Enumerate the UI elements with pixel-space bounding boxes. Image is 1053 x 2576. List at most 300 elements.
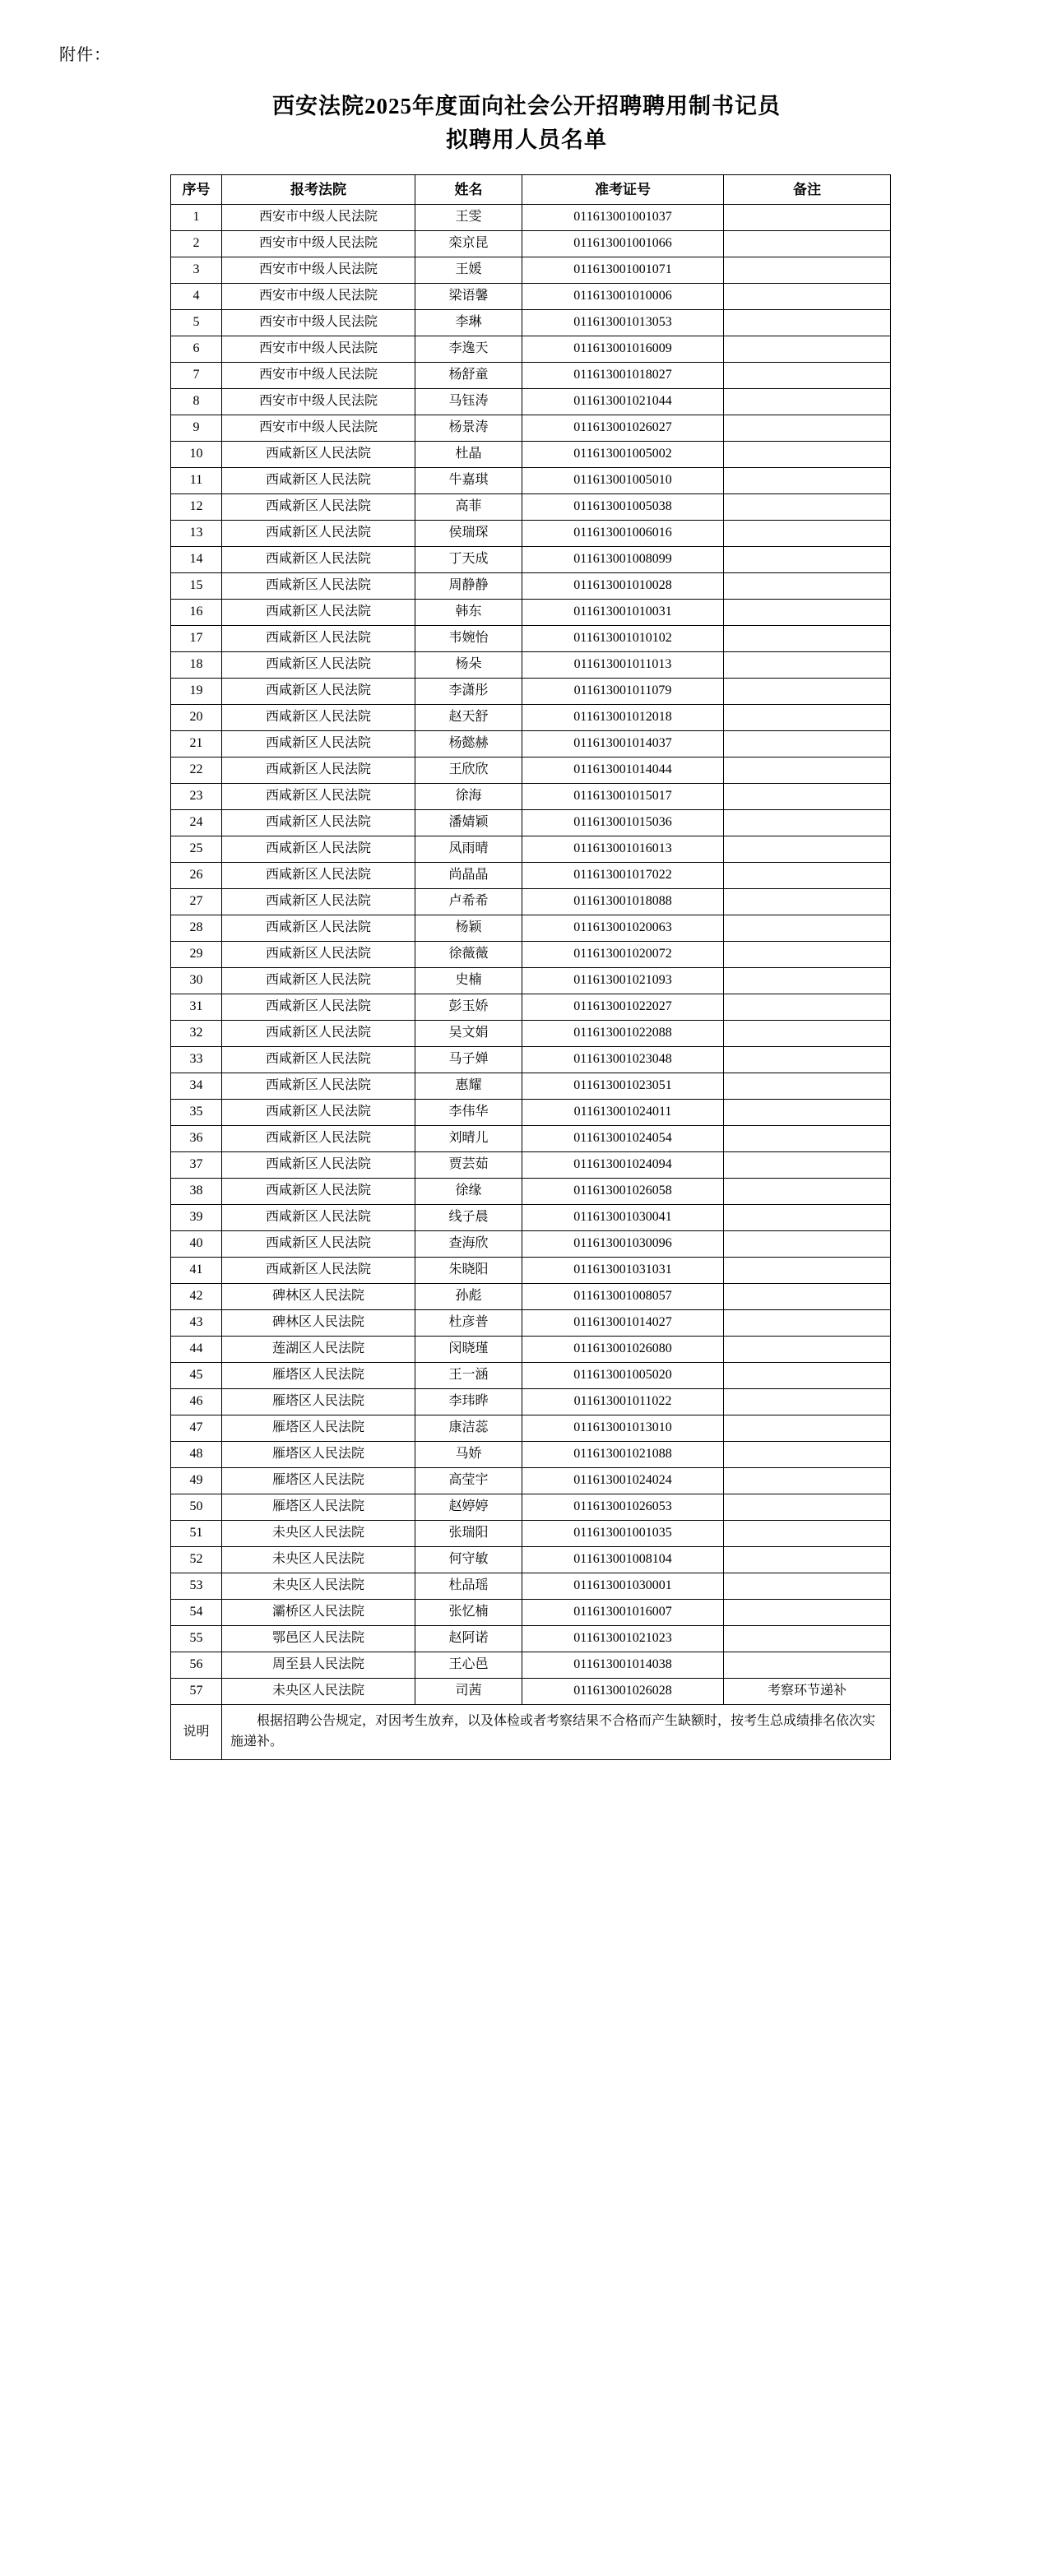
row-court: 西咸新区人民法院 [222,863,415,889]
row-court: 西安市中级人民法院 [222,257,415,284]
row-index: 4 [171,284,222,310]
row-index: 22 [171,758,222,784]
row-ticket: 011613001001037 [522,205,724,231]
row-ticket: 011613001016007 [522,1600,724,1626]
row-index: 10 [171,442,222,468]
row-name: 孙彪 [415,1284,522,1310]
row-name: 王媛 [415,257,522,284]
table-row [171,915,891,942]
row-ticket: 011613001015017 [522,784,724,810]
row-court: 西咸新区人民法院 [222,942,415,968]
row-index: 43 [171,1310,222,1337]
row-name: 韩东 [415,600,522,626]
row-name: 朱晓阳 [415,1258,522,1284]
row-note [724,547,891,573]
table-row [171,468,891,494]
row-name: 贾芸茹 [415,1152,522,1179]
row-ticket: 011613001030001 [522,1573,724,1600]
row-ticket: 011613001014037 [522,731,724,758]
row-name: 赵婷婷 [415,1494,522,1521]
row-note [724,494,891,521]
table-row [171,994,891,1021]
row-ticket: 011613001008057 [522,1284,724,1310]
row-court: 西安市中级人民法院 [222,310,415,336]
row-court: 西咸新区人民法院 [222,1231,415,1258]
row-ticket: 011613001011022 [522,1389,724,1415]
row-note [724,1179,891,1205]
row-index: 27 [171,889,222,915]
row-index: 21 [171,731,222,758]
row-name: 杜品瑶 [415,1573,522,1600]
row-name: 杨颖 [415,915,522,942]
table-header-row [171,175,891,205]
row-ticket: 011613001030041 [522,1205,724,1231]
table-row [171,705,891,731]
row-index: 2 [171,231,222,257]
row-note [724,257,891,284]
row-ticket: 011613001023048 [522,1047,724,1073]
row-name: 康洁蕊 [415,1415,522,1442]
row-note [724,1258,891,1284]
table-row [171,1626,891,1652]
row-ticket: 011613001010031 [522,600,724,626]
row-index: 12 [171,494,222,521]
row-index: 56 [171,1652,222,1679]
row-court: 西咸新区人民法院 [222,494,415,521]
table-row [171,758,891,784]
row-court: 西安市中级人民法院 [222,389,415,415]
table-row [171,1679,891,1705]
table-row [171,863,891,889]
row-court: 西安市中级人民法院 [222,284,415,310]
row-ticket: 011613001026027 [522,415,724,442]
row-index: 44 [171,1337,222,1363]
row-name: 闵晓瑾 [415,1337,522,1363]
row-index: 13 [171,521,222,547]
row-court: 西咸新区人民法院 [222,652,415,679]
row-court: 西咸新区人民法院 [222,679,415,705]
row-name: 杨景涛 [415,415,522,442]
table-row [171,1573,891,1600]
row-index: 40 [171,1231,222,1258]
row-ticket: 011613001015036 [522,810,724,836]
column-header-name: 姓名 [415,175,522,205]
row-court: 西咸新区人民法院 [222,521,415,547]
row-index: 38 [171,1179,222,1205]
row-name: 赵天舒 [415,705,522,731]
row-name: 司茜 [415,1679,522,1705]
row-name: 吴文娟 [415,1021,522,1047]
row-ticket: 011613001008104 [522,1547,724,1573]
row-name: 周静静 [415,573,522,600]
row-name: 张瑞阳 [415,1521,522,1547]
footnote-text: 根据招聘公告规定，对因考生放弃，以及体检或者考察结果不合格而产生缺额时，按考生总成绩排名依次实施递补。 [222,1705,891,1760]
table-row [171,1021,891,1047]
row-ticket: 011613001005020 [522,1363,724,1389]
table-row [171,1389,891,1415]
row-index: 19 [171,679,222,705]
table-row [171,600,891,626]
table-row [171,1521,891,1547]
row-name: 马子婵 [415,1047,522,1073]
table-row [171,1205,891,1231]
row-note [724,231,891,257]
row-note [724,1284,891,1310]
row-ticket: 011613001021044 [522,389,724,415]
row-note [724,1521,891,1547]
row-index: 26 [171,863,222,889]
row-note [724,705,891,731]
row-court: 未央区人民法院 [222,1547,415,1573]
row-name: 徐薇薇 [415,942,522,968]
row-note [724,1205,891,1231]
row-court: 西咸新区人民法院 [222,1021,415,1047]
row-name: 侯瑞琛 [415,521,522,547]
table-row [171,257,891,284]
row-ticket: 011613001031031 [522,1258,724,1284]
row-index: 29 [171,942,222,968]
row-index: 20 [171,705,222,731]
row-name: 王一涵 [415,1363,522,1389]
row-index: 50 [171,1494,222,1521]
row-court: 西咸新区人民法院 [222,1152,415,1179]
row-name: 杨舒童 [415,363,522,389]
row-ticket: 011613001017022 [522,863,724,889]
row-ticket: 011613001005002 [522,442,724,468]
row-court: 西安市中级人民法院 [222,415,415,442]
row-note [724,1310,891,1337]
row-court: 雁塔区人民法院 [222,1442,415,1468]
row-name: 查海欣 [415,1231,522,1258]
row-ticket: 011613001010102 [522,626,724,652]
row-court: 西咸新区人民法院 [222,1205,415,1231]
row-name: 王雯 [415,205,522,231]
row-index: 35 [171,1100,222,1126]
row-court: 雁塔区人民法院 [222,1415,415,1442]
page-title-line-2: 拟聘用人员名单 [446,127,607,152]
table-body [171,205,891,1705]
table-row [171,363,891,389]
table-row [171,1152,891,1179]
row-note [724,915,891,942]
row-index: 33 [171,1047,222,1073]
row-ticket: 011613001020063 [522,915,724,942]
row-ticket: 011613001008099 [522,547,724,573]
row-note [724,1047,891,1073]
table-row [171,231,891,257]
row-name: 王心邑 [415,1652,522,1679]
row-ticket: 011613001024024 [522,1468,724,1494]
row-ticket: 011613001026028 [522,1679,724,1705]
table-row [171,1652,891,1679]
row-court: 莲湖区人民法院 [222,1337,415,1363]
row-note [724,1337,891,1363]
table-row [171,442,891,468]
row-name: 彭玉娇 [415,994,522,1021]
row-court: 西安市中级人民法院 [222,205,415,231]
row-name: 杜晶 [415,442,522,468]
row-note [724,968,891,994]
row-court: 西咸新区人民法院 [222,1258,415,1284]
row-index: 23 [171,784,222,810]
row-ticket: 011613001022088 [522,1021,724,1047]
row-note [724,1573,891,1600]
table-row [171,1231,891,1258]
row-note [724,1652,891,1679]
row-court: 西咸新区人民法院 [222,994,415,1021]
row-note [724,994,891,1021]
row-index: 47 [171,1415,222,1442]
row-index: 11 [171,468,222,494]
row-note [724,389,891,415]
roster-table-wrapper [41,174,1012,1760]
row-court: 雁塔区人民法院 [222,1494,415,1521]
row-name: 何守敏 [415,1547,522,1573]
table-row [171,626,891,652]
row-ticket: 011613001021023 [522,1626,724,1652]
table-row [171,389,891,415]
row-name: 丁天成 [415,547,522,573]
row-ticket: 011613001018088 [522,889,724,915]
row-note [724,336,891,363]
row-court: 雁塔区人民法院 [222,1468,415,1494]
row-court: 雁塔区人民法院 [222,1389,415,1415]
row-ticket: 011613001018027 [522,363,724,389]
row-note [724,284,891,310]
row-ticket: 011613001014027 [522,1310,724,1337]
row-note [724,415,891,442]
row-note [724,1442,891,1468]
row-ticket: 011613001013010 [522,1415,724,1442]
row-court: 西咸新区人民法院 [222,626,415,652]
row-note: 考察环节递补 [724,1679,891,1705]
row-court: 周至县人民法院 [222,1652,415,1679]
row-index: 39 [171,1205,222,1231]
row-index: 1 [171,205,222,231]
row-index: 42 [171,1284,222,1310]
row-court: 西咸新区人民法院 [222,573,415,600]
row-court: 西咸新区人民法院 [222,547,415,573]
row-court: 西咸新区人民法院 [222,784,415,810]
table-row [171,494,891,521]
row-name: 李伟华 [415,1100,522,1126]
table-row [171,968,891,994]
row-court: 西咸新区人民法院 [222,1047,415,1073]
table-row [171,652,891,679]
row-index: 8 [171,389,222,415]
row-ticket: 011613001014044 [522,758,724,784]
row-note [724,521,891,547]
table-row [171,1468,891,1494]
row-note [724,1073,891,1100]
table-row [171,1100,891,1126]
table-row [171,1073,891,1100]
row-name: 潘婧颖 [415,810,522,836]
row-ticket: 011613001020072 [522,942,724,968]
row-ticket: 011613001016013 [522,836,724,863]
table-row [171,1415,891,1442]
row-note [724,889,891,915]
row-court: 碑林区人民法院 [222,1310,415,1337]
row-name: 张忆楠 [415,1600,522,1626]
table-row [171,784,891,810]
row-index: 52 [171,1547,222,1573]
row-index: 57 [171,1679,222,1705]
row-note [724,1021,891,1047]
row-court: 西咸新区人民法院 [222,1073,415,1100]
table-footnote-row [171,1705,891,1760]
row-ticket: 011613001024094 [522,1152,724,1179]
column-header-ticket: 准考证号 [522,175,724,205]
row-index: 25 [171,836,222,863]
row-name: 卢希希 [415,889,522,915]
row-ticket: 011613001026080 [522,1337,724,1363]
row-ticket: 011613001022027 [522,994,724,1021]
table-row [171,336,891,363]
row-note [724,1626,891,1652]
row-ticket: 011613001010028 [522,573,724,600]
row-court: 鄂邑区人民法院 [222,1626,415,1652]
row-index: 55 [171,1626,222,1652]
table-row [171,1047,891,1073]
table-row [171,1126,891,1152]
row-name: 徐缘 [415,1179,522,1205]
table-row [171,547,891,573]
row-name: 凤雨晴 [415,836,522,863]
row-court: 西安市中级人民法院 [222,336,415,363]
row-index: 5 [171,310,222,336]
row-name: 杜彦普 [415,1310,522,1337]
table-row [171,205,891,231]
row-index: 18 [171,652,222,679]
row-court: 西咸新区人民法院 [222,1100,415,1126]
table-row [171,1600,891,1626]
row-court: 西咸新区人民法院 [222,758,415,784]
row-name: 史楠 [415,968,522,994]
row-court: 未央区人民法院 [222,1679,415,1705]
row-index: 37 [171,1152,222,1179]
row-name: 惠耀 [415,1073,522,1100]
row-court: 西咸新区人民法院 [222,968,415,994]
table-row [171,284,891,310]
row-note [724,1389,891,1415]
row-name: 刘晴儿 [415,1126,522,1152]
row-note [724,1100,891,1126]
row-note [724,205,891,231]
row-court: 西咸新区人民法院 [222,836,415,863]
row-court: 西安市中级人民法院 [222,231,415,257]
table-row [171,1494,891,1521]
row-index: 54 [171,1600,222,1626]
row-note [724,1231,891,1258]
row-note [724,1126,891,1152]
row-name: 尚晶晶 [415,863,522,889]
table-row [171,810,891,836]
row-court: 碑林区人民法院 [222,1284,415,1310]
row-index: 34 [171,1073,222,1100]
row-index: 41 [171,1258,222,1284]
row-ticket: 011613001001066 [522,231,724,257]
row-name: 赵阿诺 [415,1626,522,1652]
row-ticket: 011613001021093 [522,968,724,994]
table-row [171,1179,891,1205]
row-name: 杨朵 [415,652,522,679]
row-name: 李逸天 [415,336,522,363]
row-note [724,784,891,810]
row-index: 24 [171,810,222,836]
row-court: 西咸新区人民法院 [222,810,415,836]
row-note [724,942,891,968]
table-header [171,175,891,205]
table-row [171,942,891,968]
column-header-court: 报考法院 [222,175,415,205]
row-ticket: 011613001013053 [522,310,724,336]
row-index: 31 [171,994,222,1021]
row-name: 马钰涛 [415,389,522,415]
row-index: 7 [171,363,222,389]
row-ticket: 011613001006016 [522,521,724,547]
row-index: 6 [171,336,222,363]
row-note [724,1547,891,1573]
row-ticket: 011613001005038 [522,494,724,521]
row-court: 西安市中级人民法院 [222,363,415,389]
row-note [724,363,891,389]
row-index: 46 [171,1389,222,1415]
roster-table [170,174,891,1760]
row-index: 49 [171,1468,222,1494]
table-row [171,1284,891,1310]
row-index: 45 [171,1363,222,1389]
row-ticket: 011613001016009 [522,336,724,363]
table-footer [171,1705,891,1760]
table-row [171,1547,891,1573]
table-row [171,1363,891,1389]
row-note [724,863,891,889]
row-ticket: 011613001005010 [522,468,724,494]
row-ticket: 011613001010006 [522,284,724,310]
row-name: 高菲 [415,494,522,521]
row-ticket: 011613001012018 [522,705,724,731]
row-note [724,600,891,626]
row-court: 西咸新区人民法院 [222,468,415,494]
row-note [724,758,891,784]
row-index: 3 [171,257,222,284]
row-index: 53 [171,1573,222,1600]
row-index: 16 [171,600,222,626]
row-index: 30 [171,968,222,994]
row-court: 未央区人民法院 [222,1573,415,1600]
row-index: 17 [171,626,222,652]
row-name: 线子晨 [415,1205,522,1231]
row-ticket: 011613001030096 [522,1231,724,1258]
row-court: 未央区人民法院 [222,1521,415,1547]
row-name: 杨懿赫 [415,731,522,758]
row-court: 西咸新区人民法院 [222,600,415,626]
row-note [724,1152,891,1179]
row-note [724,1600,891,1626]
row-name: 徐海 [415,784,522,810]
column-header-index: 序号 [171,175,222,205]
table-row [171,1337,891,1363]
row-ticket: 011613001011079 [522,679,724,705]
table-row [171,1258,891,1284]
row-court: 西咸新区人民法院 [222,442,415,468]
row-note [724,626,891,652]
column-header-note: 备注 [724,175,891,205]
row-note [724,310,891,336]
row-ticket: 011613001026058 [522,1179,724,1205]
row-note [724,442,891,468]
